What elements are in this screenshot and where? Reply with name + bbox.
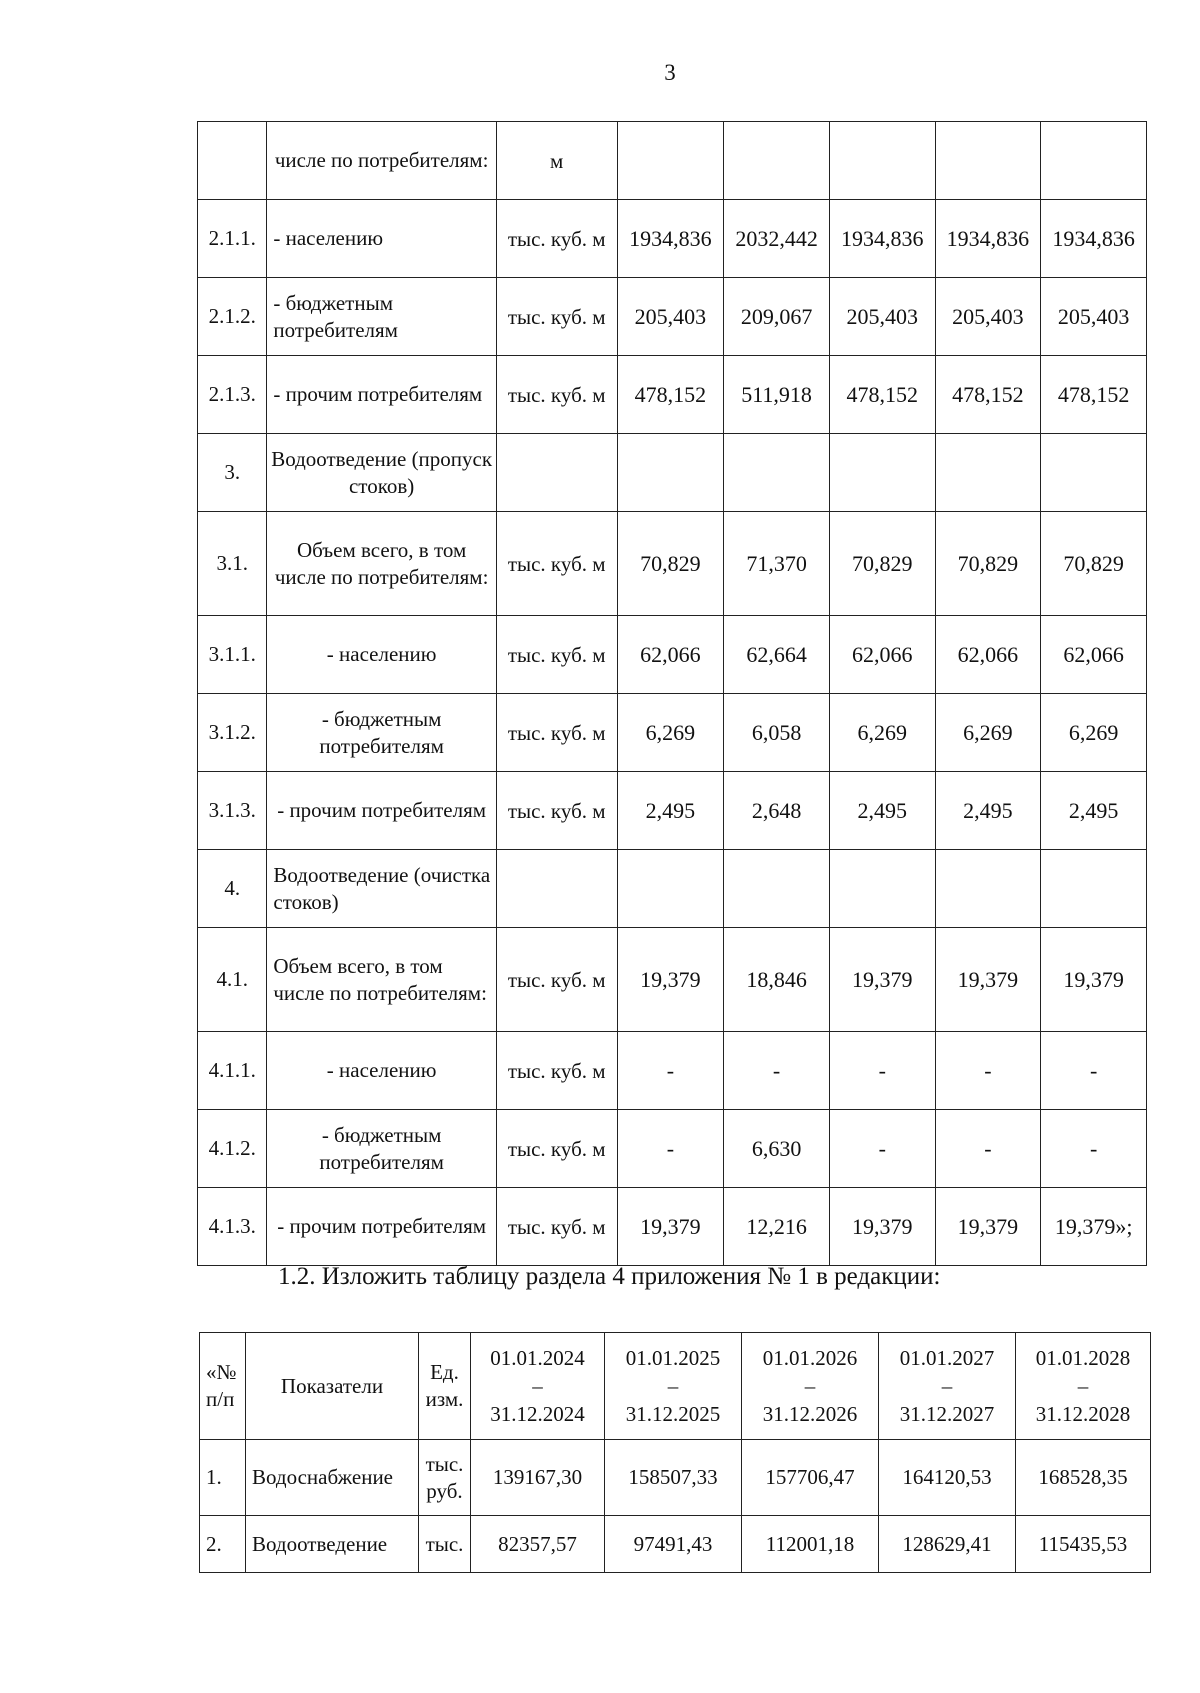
period-from: 01.01.2024	[490, 1346, 585, 1370]
row-value	[935, 122, 1041, 200]
table-row	[198, 122, 1147, 200]
row-value: 1934,836	[617, 200, 724, 278]
row-value: 205,403	[617, 278, 724, 356]
period-dash: –	[804, 1374, 816, 1398]
row-value: 70,829	[935, 512, 1041, 616]
row-value: -	[1041, 1110, 1147, 1188]
header-period	[471, 1333, 605, 1440]
row-unit: м	[496, 122, 617, 200]
row-name: - населению	[267, 616, 497, 694]
row-name: Объем всего, в том числе по потребителям:	[267, 512, 497, 616]
row-value: 205,403	[829, 278, 935, 356]
row-name: - бюджетным потребителям	[267, 694, 497, 772]
row-number: 4.	[198, 850, 267, 928]
period-dash: –	[941, 1374, 953, 1398]
period-from: 01.01.2026	[762, 1346, 858, 1370]
period-from: 01.01.2028	[1035, 1346, 1131, 1370]
header-num: «№ п/п	[200, 1333, 246, 1440]
row-unit: тыс. куб. м	[496, 356, 617, 434]
row-unit: тыс. куб. м	[496, 1032, 617, 1110]
row-value: 62,066	[935, 616, 1041, 694]
header-period	[605, 1333, 742, 1440]
row-number: 3.1.	[198, 512, 267, 616]
row-name: Водоотведение (очистка стоков)	[267, 850, 497, 928]
row-unit: тыс. куб. м	[496, 1188, 617, 1266]
row-value: 19,379	[829, 928, 935, 1032]
row-value: 478,152	[829, 356, 935, 434]
row-name: числе по потребителям:	[267, 122, 497, 200]
row-name: Объем всего, в том числе по потребителям:	[267, 928, 497, 1032]
row-value: 19,379»;	[1041, 1188, 1147, 1266]
row-number	[198, 122, 267, 200]
row-value: 62,066	[829, 616, 935, 694]
row-number: 4.1.1.	[198, 1032, 267, 1110]
row-value	[829, 850, 935, 928]
row-value: 19,379	[617, 928, 724, 1032]
period-to: 31.12.2024	[490, 1402, 585, 1426]
table-row	[198, 434, 1147, 512]
row-value: 2,495	[829, 772, 935, 850]
row-value: -	[829, 1110, 935, 1188]
row-value: 6,269	[1041, 694, 1147, 772]
row-number: 3.1.2.	[198, 694, 267, 772]
row-value: 2032,442	[724, 200, 830, 278]
table-row	[198, 616, 1147, 694]
row-value: 128629,41	[879, 1516, 1016, 1573]
row-value: 2,495	[617, 772, 724, 850]
row-value	[617, 434, 724, 512]
table-row	[198, 1110, 1147, 1188]
row-value: 6,058	[724, 694, 830, 772]
row-name: - прочим потребителям	[267, 772, 497, 850]
row-unit: тыс. куб. м	[496, 772, 617, 850]
header-row	[200, 1333, 1151, 1440]
table-row	[198, 356, 1147, 434]
row-unit: тыс. куб. м	[496, 512, 617, 616]
row-value: 209,067	[724, 278, 830, 356]
row-number: 1.	[200, 1440, 246, 1516]
row-value	[935, 434, 1041, 512]
header-name: Показатели	[246, 1333, 419, 1440]
row-value: 115435,53	[1016, 1516, 1151, 1573]
row-value: 1934,836	[935, 200, 1041, 278]
header-period	[742, 1333, 879, 1440]
row-value: 70,829	[1041, 512, 1147, 616]
row-value	[617, 850, 724, 928]
row-unit	[496, 850, 617, 928]
row-value: 168528,35	[1016, 1440, 1151, 1516]
row-value: 478,152	[935, 356, 1041, 434]
row-value: 6,269	[829, 694, 935, 772]
row-value: 112001,18	[742, 1516, 879, 1573]
row-unit: тыс. куб. м	[496, 200, 617, 278]
row-value: 205,403	[1041, 278, 1147, 356]
row-value	[935, 850, 1041, 928]
table-row	[198, 200, 1147, 278]
row-name: Водоснабжение	[246, 1440, 419, 1516]
row-unit: тыс. руб.	[419, 1440, 471, 1516]
row-value: 12,216	[724, 1188, 830, 1266]
row-name: - бюджетным потребителям	[267, 278, 497, 356]
row-name: Водоотведение (пропуск стоков)	[267, 434, 497, 512]
table-row	[198, 1032, 1147, 1110]
header-period	[1016, 1333, 1151, 1440]
row-value: 6,269	[935, 694, 1041, 772]
row-value: 6,269	[617, 694, 724, 772]
row-value: 97491,43	[605, 1516, 742, 1573]
row-value: 70,829	[829, 512, 935, 616]
row-number: 2.1.2.	[198, 278, 267, 356]
row-value: 19,379	[1041, 928, 1147, 1032]
section-caption: 1.2. Изложить таблицу раздела 4 приложения № 1 в редакции:	[278, 1263, 941, 1290]
period-dash: –	[1077, 1374, 1089, 1398]
row-value	[617, 122, 724, 200]
row-value: 19,379	[829, 1188, 935, 1266]
row-value: -	[935, 1032, 1041, 1110]
row-name: - прочим потребителям	[267, 356, 497, 434]
row-value: 2,648	[724, 772, 830, 850]
row-value	[1041, 122, 1147, 200]
row-number: 3.	[198, 434, 267, 512]
row-value: 2,495	[1041, 772, 1147, 850]
row-unit	[496, 434, 617, 512]
row-value: -	[724, 1032, 830, 1110]
period-from: 01.01.2025	[625, 1346, 721, 1370]
row-unit: тыс. куб. м	[496, 616, 617, 694]
row-value: -	[617, 1032, 724, 1110]
volume-table	[197, 121, 1147, 1266]
row-number: 4.1.	[198, 928, 267, 1032]
row-value: 511,918	[724, 356, 830, 434]
row-name: - прочим потребителям	[267, 1188, 497, 1266]
page-number: 3	[664, 60, 676, 85]
period-to: 31.12.2028	[1035, 1402, 1131, 1426]
table-row	[200, 1516, 1151, 1573]
period-to: 31.12.2026	[762, 1402, 858, 1426]
row-value: 70,829	[617, 512, 724, 616]
row-value: 205,403	[935, 278, 1041, 356]
row-value	[1041, 850, 1147, 928]
table-row	[198, 694, 1147, 772]
row-number: 2.1.1.	[198, 200, 267, 278]
row-number: 3.1.3.	[198, 772, 267, 850]
table-row	[198, 928, 1147, 1032]
row-value: 157706,47	[742, 1440, 879, 1516]
row-unit: тыс. куб. м	[496, 694, 617, 772]
row-number: 2.1.3.	[198, 356, 267, 434]
period-dash: –	[532, 1374, 543, 1398]
row-name: - населению	[267, 1032, 497, 1110]
period-from: 01.01.2027	[899, 1346, 995, 1370]
row-value: 19,379	[935, 928, 1041, 1032]
row-number: 4.1.2.	[198, 1110, 267, 1188]
table-row	[198, 850, 1147, 928]
period-to: 31.12.2025	[625, 1402, 721, 1426]
row-value: 19,379	[935, 1188, 1041, 1266]
row-value: 19,379	[617, 1188, 724, 1266]
row-value	[829, 122, 935, 200]
row-value: 62,066	[1041, 616, 1147, 694]
row-value: 1934,836	[829, 200, 935, 278]
row-value: -	[617, 1110, 724, 1188]
row-value	[724, 434, 830, 512]
row-value: -	[1041, 1032, 1147, 1110]
row-value: 62,066	[617, 616, 724, 694]
row-value: 62,664	[724, 616, 830, 694]
row-number: 4.1.3.	[198, 1188, 267, 1266]
row-value: 82357,57	[471, 1516, 605, 1573]
row-value: 139167,30	[471, 1440, 605, 1516]
table-row	[198, 278, 1147, 356]
row-value	[724, 122, 830, 200]
row-name: - бюджетным потребителям	[267, 1110, 497, 1188]
header-unit: Ед. изм.	[419, 1333, 471, 1440]
row-value	[724, 850, 830, 928]
row-number: 3.1.1.	[198, 616, 267, 694]
row-name: Водоотведение	[246, 1516, 419, 1573]
table-row	[198, 512, 1147, 616]
row-value: 164120,53	[879, 1440, 1016, 1516]
row-unit: тыс. куб. м	[496, 1110, 617, 1188]
row-value: 158507,33	[605, 1440, 742, 1516]
row-unit: тыс.	[419, 1516, 471, 1573]
row-value: 478,152	[1041, 356, 1147, 434]
row-value: 478,152	[617, 356, 724, 434]
row-value: 6,630	[724, 1110, 830, 1188]
row-unit: тыс. куб. м	[496, 928, 617, 1032]
row-value: 71,370	[724, 512, 830, 616]
row-value	[829, 434, 935, 512]
table-row	[198, 1188, 1147, 1266]
row-unit: тыс. куб. м	[496, 278, 617, 356]
row-value: 1934,836	[1041, 200, 1147, 278]
row-value: -	[935, 1110, 1041, 1188]
header-period	[879, 1333, 1016, 1440]
table-row	[200, 1440, 1151, 1516]
period-to: 31.12.2027	[899, 1402, 995, 1426]
period-dash: –	[667, 1374, 679, 1398]
cost-table	[199, 1332, 1151, 1573]
row-name: - населению	[267, 200, 497, 278]
row-value: -	[829, 1032, 935, 1110]
row-value: 2,495	[935, 772, 1041, 850]
table-row	[198, 772, 1147, 850]
row-value: 18,846	[724, 928, 830, 1032]
row-number: 2.	[200, 1516, 246, 1573]
row-value	[1041, 434, 1147, 512]
